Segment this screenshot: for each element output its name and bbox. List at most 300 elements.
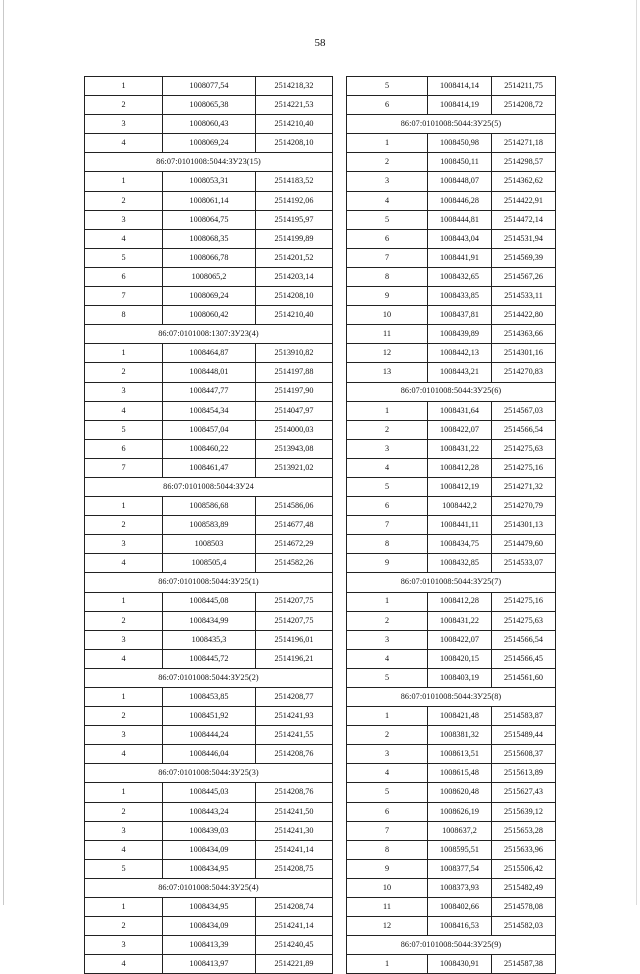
x-coordinate-cell: 1008447,77 [163,382,256,401]
x-coordinate-cell: 1008595,51 [428,840,492,859]
table-row [347,516,556,535]
x-coordinate-cell: 1008060,42 [163,306,256,325]
point-number-cell: 8 [347,267,428,286]
point-number-cell: 4 [347,191,428,210]
y-coordinate-cell: 2514208,76 [256,745,333,764]
table-row [347,840,556,859]
point-number-cell: 1 [347,401,428,420]
point-number-cell: 12 [347,917,428,936]
point-number-cell: 2 [85,516,163,535]
table-row [347,821,556,840]
table-row [347,917,556,936]
y-coordinate-cell: 2515627,43 [492,783,556,802]
parcel-header-row [347,115,556,134]
table-row [347,707,556,726]
x-coordinate-cell: 1008620,48 [428,783,492,802]
point-number-cell: 4 [85,745,163,764]
table-row [85,917,333,936]
point-number-cell: 1 [85,344,163,363]
point-number-cell: 6 [347,96,428,115]
point-number-cell: 2 [85,802,163,821]
y-coordinate-cell: 2514199,89 [256,229,333,248]
coordinates-table-right [346,76,556,974]
y-coordinate-cell: 2514569,39 [492,248,556,267]
point-number-cell: 10 [347,878,428,897]
x-coordinate-cell: 1008444,24 [163,726,256,745]
y-coordinate-cell: 2514422,91 [492,191,556,210]
y-coordinate-cell: 2514211,75 [492,77,556,96]
x-coordinate-cell: 1008637,2 [428,821,492,840]
x-coordinate-cell: 1008442,13 [428,344,492,363]
page-edge-right [636,0,637,905]
table-row [85,898,333,917]
parcel-cadastral-number: 86:07:0101008:5044:ЗУ25(8) [347,688,556,707]
parcel-header-row [85,668,333,687]
parcel-cadastral-number: 86:07:0101008:5044:ЗУ25(5) [347,115,556,134]
x-coordinate-cell: 1008464,87 [163,344,256,363]
table-row [85,821,333,840]
table-row [347,248,556,267]
y-coordinate-cell: 2514587,38 [492,955,556,974]
y-coordinate-cell: 2514208,75 [256,859,333,878]
point-number-cell: 2 [347,726,428,745]
x-coordinate-cell: 1008442,2 [428,497,492,516]
y-coordinate-cell: 2514479,60 [492,535,556,554]
page-number: 58 [314,37,326,49]
table-row [347,630,556,649]
point-number-cell: 5 [85,420,163,439]
table-row [347,477,556,496]
y-coordinate-cell: 2514275,63 [492,439,556,458]
parcel-header-row [347,688,556,707]
parcel-header-row [347,382,556,401]
y-coordinate-cell: 2514271,18 [492,134,556,153]
y-coordinate-cell: 2514566,54 [492,420,556,439]
y-coordinate-cell: 2514567,03 [492,401,556,420]
table-row [85,535,333,554]
table-row [347,955,556,974]
table-row [85,96,333,115]
parcel-header-row [85,764,333,783]
table-row [347,172,556,191]
x-coordinate-cell: 1008441,11 [428,516,492,535]
point-number-cell: 6 [347,497,428,516]
x-coordinate-cell: 1008077,54 [163,77,256,96]
table-row [85,611,333,630]
y-coordinate-cell: 2514208,76 [256,783,333,802]
y-coordinate-cell: 2514533,07 [492,554,556,573]
table-row [85,497,333,516]
point-number-cell: 8 [85,306,163,325]
page-edge-left [3,0,4,905]
x-coordinate-cell: 1008422,07 [428,630,492,649]
x-coordinate-cell: 1008615,48 [428,764,492,783]
parcel-header-row [85,477,333,496]
y-coordinate-cell: 2514192,06 [256,191,333,210]
y-coordinate-cell: 2514221,53 [256,96,333,115]
x-coordinate-cell: 1008443,21 [428,363,492,382]
table-row [85,649,333,668]
point-number-cell: 1 [85,172,163,191]
point-number-cell: 6 [347,229,428,248]
y-coordinate-cell: 2515613,89 [492,764,556,783]
x-coordinate-cell: 1008461,47 [163,458,256,477]
y-coordinate-cell: 2514221,89 [256,955,333,974]
table-row [85,382,333,401]
table-row [85,344,333,363]
point-number-cell: 12 [347,344,428,363]
x-coordinate-cell: 1008445,08 [163,592,256,611]
y-coordinate-cell: 2514210,40 [256,306,333,325]
y-coordinate-cell: 2513943,08 [256,439,333,458]
point-number-cell: 3 [85,821,163,840]
point-number-cell: 4 [85,840,163,859]
point-number-cell: 9 [347,287,428,306]
x-coordinate-cell: 1008586,68 [163,497,256,516]
y-coordinate-cell: 2514567,26 [492,267,556,286]
y-coordinate-cell: 2514241,30 [256,821,333,840]
table-row [347,439,556,458]
parcel-cadastral-number: 86:07:0101008:5044:ЗУ25(3) [85,764,333,783]
table-row [85,210,333,229]
table-row [85,306,333,325]
y-coordinate-cell: 2515633,96 [492,840,556,859]
x-coordinate-cell: 1008446,04 [163,745,256,764]
point-number-cell: 7 [347,821,428,840]
table-row [347,344,556,363]
point-number-cell: 8 [347,535,428,554]
point-number-cell: 11 [347,325,428,344]
x-coordinate-cell: 1008068,35 [163,229,256,248]
x-coordinate-cell: 1008373,93 [428,878,492,897]
point-number-cell: 5 [347,783,428,802]
x-coordinate-cell: 1008445,72 [163,649,256,668]
y-coordinate-cell: 2514241,14 [256,917,333,936]
x-coordinate-cell: 1008450,11 [428,153,492,172]
point-number-cell: 5 [85,248,163,267]
point-number-cell: 5 [347,668,428,687]
x-coordinate-cell: 1008434,75 [428,535,492,554]
table-row [85,267,333,286]
table-row [347,363,556,382]
x-coordinate-cell: 1008437,81 [428,306,492,325]
table-row [85,802,333,821]
x-coordinate-cell: 1008450,98 [428,134,492,153]
point-number-cell: 3 [85,210,163,229]
table-row [347,229,556,248]
x-coordinate-cell: 1008626,19 [428,802,492,821]
x-coordinate-cell: 1008439,89 [428,325,492,344]
point-number-cell: 5 [347,77,428,96]
table-row [347,153,556,172]
y-coordinate-cell: 2514422,80 [492,306,556,325]
y-coordinate-cell: 2514531,94 [492,229,556,248]
y-coordinate-cell: 2514201,52 [256,248,333,267]
y-coordinate-cell: 2514208,74 [256,898,333,917]
x-coordinate-cell: 1008443,24 [163,802,256,821]
point-number-cell: 1 [347,592,428,611]
point-number-cell: 7 [85,287,163,306]
point-number-cell: 2 [85,707,163,726]
parcel-header-row [347,936,556,955]
y-coordinate-cell: 2514275,16 [492,592,556,611]
y-coordinate-cell: 2515639,12 [492,802,556,821]
table-row [85,115,333,134]
x-coordinate-cell: 1008444,81 [428,210,492,229]
point-number-cell: 3 [347,745,428,764]
point-number-cell: 6 [85,267,163,286]
point-number-cell: 5 [85,859,163,878]
x-coordinate-cell: 1008460,22 [163,439,256,458]
y-coordinate-cell: 2514275,63 [492,611,556,630]
point-number-cell: 4 [347,458,428,477]
x-coordinate-cell: 1008432,65 [428,267,492,286]
table-row [85,401,333,420]
point-number-cell: 7 [347,516,428,535]
x-coordinate-cell: 1008422,07 [428,420,492,439]
y-coordinate-cell: 2514196,21 [256,649,333,668]
point-number-cell: 3 [85,382,163,401]
x-coordinate-cell: 1008435,3 [163,630,256,649]
y-coordinate-cell: 2514578,08 [492,898,556,917]
x-coordinate-cell: 1008441,91 [428,248,492,267]
x-coordinate-cell: 1008412,28 [428,458,492,477]
table-row [85,592,333,611]
parcel-cadastral-number: 86:07:0101008:5044:ЗУ25(2) [85,668,333,687]
x-coordinate-cell: 1008061,14 [163,191,256,210]
parcel-cadastral-number: 86:07:0101008:5044:ЗУ23(15) [85,153,333,172]
x-coordinate-cell: 1008434,09 [163,840,256,859]
x-coordinate-cell: 1008583,89 [163,516,256,535]
table-row [85,420,333,439]
coordinates-table-left [84,76,333,974]
point-number-cell: 2 [85,96,163,115]
point-number-cell: 7 [347,248,428,267]
y-coordinate-cell: 2514582,26 [256,554,333,573]
y-coordinate-cell: 2514197,90 [256,382,333,401]
point-number-cell: 1 [85,783,163,802]
table-row [85,248,333,267]
y-coordinate-cell: 2514586,06 [256,497,333,516]
point-number-cell: 6 [85,439,163,458]
point-number-cell: 4 [347,649,428,668]
table-row [347,497,556,516]
table-row [85,726,333,745]
table-row [347,535,556,554]
y-coordinate-cell: 2514363,66 [492,325,556,344]
y-coordinate-cell: 2515489,44 [492,726,556,745]
x-coordinate-cell: 1008445,03 [163,783,256,802]
y-coordinate-cell: 2514275,16 [492,458,556,477]
parcel-cadastral-number: 86:07:0101008:5044:ЗУ25(7) [347,573,556,592]
x-coordinate-cell: 1008403,19 [428,668,492,687]
parcel-header-row [85,325,333,344]
table-row [347,134,556,153]
y-coordinate-cell: 2514271,32 [492,477,556,496]
y-coordinate-cell: 2514195,97 [256,210,333,229]
point-number-cell: 3 [347,630,428,649]
table-row [347,458,556,477]
x-coordinate-cell: 1008613,51 [428,745,492,764]
x-coordinate-cell: 1008414,19 [428,96,492,115]
point-number-cell: 5 [347,477,428,496]
parcel-cadastral-number: 86:07:0101008:5044:ЗУ25(1) [85,573,333,592]
table-row [85,229,333,248]
point-number-cell: 2 [347,611,428,630]
point-number-cell: 9 [347,859,428,878]
point-number-cell: 9 [347,554,428,573]
y-coordinate-cell: 2514583,87 [492,707,556,726]
point-number-cell: 1 [347,134,428,153]
y-coordinate-cell: 2515506,42 [492,859,556,878]
x-coordinate-cell: 1008381,32 [428,726,492,745]
y-coordinate-cell: 2514241,55 [256,726,333,745]
x-coordinate-cell: 1008066,78 [163,248,256,267]
y-coordinate-cell: 2514203,14 [256,267,333,286]
y-coordinate-cell: 2514241,14 [256,840,333,859]
x-coordinate-cell: 1008434,09 [163,917,256,936]
point-number-cell: 2 [85,611,163,630]
point-number-cell: 7 [85,458,163,477]
y-coordinate-cell: 2514208,72 [492,96,556,115]
y-coordinate-cell: 2515608,37 [492,745,556,764]
x-coordinate-cell: 1008412,19 [428,477,492,496]
x-coordinate-cell: 1008443,04 [428,229,492,248]
point-number-cell: 2 [85,917,163,936]
parcel-cadastral-number: 86:07:0101008:5044:ЗУ24 [85,477,333,496]
x-coordinate-cell: 1008064,75 [163,210,256,229]
y-coordinate-cell: 2514208,77 [256,688,333,707]
y-coordinate-cell: 2514582,03 [492,917,556,936]
parcel-cadastral-number: 86:07:0101008:5044:ЗУ25(4) [85,878,333,897]
x-coordinate-cell: 1008448,01 [163,363,256,382]
x-coordinate-cell: 1008413,39 [163,936,256,955]
point-number-cell: 3 [85,535,163,554]
point-number-cell: 3 [85,115,163,134]
table-row [85,707,333,726]
y-coordinate-cell: 2514301,16 [492,344,556,363]
y-coordinate-cell: 2514672,29 [256,535,333,554]
point-number-cell: 4 [85,229,163,248]
y-coordinate-cell: 2514241,50 [256,802,333,821]
table-row [347,802,556,821]
table-row [347,745,556,764]
y-coordinate-cell: 2514301,13 [492,516,556,535]
y-coordinate-cell: 2514208,10 [256,134,333,153]
table-row [85,840,333,859]
table-row [347,191,556,210]
table-row [347,859,556,878]
table-row [85,191,333,210]
y-coordinate-cell: 2514566,45 [492,649,556,668]
point-number-cell: 1 [347,955,428,974]
table-row [347,898,556,917]
table-row [347,611,556,630]
table-row [85,439,333,458]
x-coordinate-cell: 1008433,85 [428,287,492,306]
y-coordinate-cell: 2514197,88 [256,363,333,382]
point-number-cell: 1 [85,898,163,917]
y-coordinate-cell: 2514298,57 [492,153,556,172]
point-number-cell: 13 [347,363,428,382]
point-number-cell: 4 [85,401,163,420]
point-number-cell: 1 [85,77,163,96]
table-row [85,172,333,191]
x-coordinate-cell: 1008505,4 [163,554,256,573]
table-row [347,554,556,573]
table-row [347,420,556,439]
y-coordinate-cell: 2514000,03 [256,420,333,439]
table-row [85,134,333,153]
table-row [85,77,333,96]
y-coordinate-cell: 2515482,49 [492,878,556,897]
y-coordinate-cell: 2514533,11 [492,287,556,306]
x-coordinate-cell: 1008069,24 [163,287,256,306]
point-number-cell: 1 [85,497,163,516]
table-row [85,458,333,477]
point-number-cell: 1 [347,707,428,726]
point-number-cell: 8 [347,840,428,859]
table-row [85,554,333,573]
x-coordinate-cell: 1008065,2 [163,267,256,286]
y-coordinate-cell: 2514218,32 [256,77,333,96]
point-number-cell: 3 [85,630,163,649]
x-coordinate-cell: 1008434,95 [163,898,256,917]
parcel-header-row [347,573,556,592]
y-coordinate-cell: 2514270,79 [492,497,556,516]
x-coordinate-cell: 1008060,43 [163,115,256,134]
table-row [85,516,333,535]
parcel-cadastral-number: 86:07:0101008:1307:ЗУ23(4) [85,325,333,344]
y-coordinate-cell: 2514207,75 [256,611,333,630]
table-row [347,592,556,611]
table-row [347,267,556,286]
table-row [347,96,556,115]
y-coordinate-cell: 2514196,01 [256,630,333,649]
x-coordinate-cell: 1008431,64 [428,401,492,420]
table-row [347,726,556,745]
y-coordinate-cell: 2514241,93 [256,707,333,726]
y-coordinate-cell: 2515653,28 [492,821,556,840]
y-coordinate-cell: 2514566,54 [492,630,556,649]
parcel-header-row [85,573,333,592]
x-coordinate-cell: 1008451,92 [163,707,256,726]
table-row [85,688,333,707]
point-number-cell: 4 [347,764,428,783]
point-number-cell: 3 [347,172,428,191]
y-coordinate-cell: 2514210,40 [256,115,333,134]
x-coordinate-cell: 1008431,22 [428,611,492,630]
table-row [347,649,556,668]
table-row [85,745,333,764]
table-row [347,325,556,344]
table-row [347,764,556,783]
table-row [85,955,333,974]
y-coordinate-cell: 2513910,82 [256,344,333,363]
point-number-cell: 5 [347,210,428,229]
y-coordinate-cell: 2514561,60 [492,668,556,687]
x-coordinate-cell: 1008065,38 [163,96,256,115]
x-coordinate-cell: 1008439,03 [163,821,256,840]
point-number-cell: 2 [85,191,163,210]
point-number-cell: 2 [347,153,428,172]
point-number-cell: 3 [85,936,163,955]
x-coordinate-cell: 1008434,95 [163,859,256,878]
point-number-cell: 3 [85,726,163,745]
y-coordinate-cell: 2514472,14 [492,210,556,229]
table-row [347,783,556,802]
y-coordinate-cell: 2514240,45 [256,936,333,955]
